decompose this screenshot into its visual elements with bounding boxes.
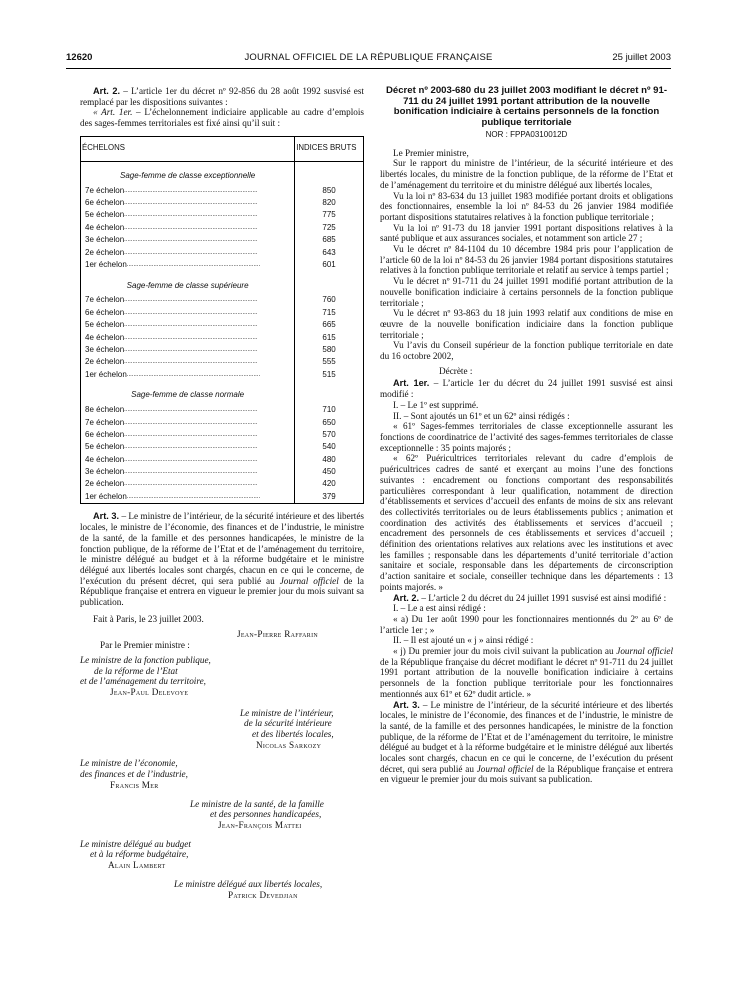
table-row [81,491,364,504]
leader-dots: ................................................................................ [124,249,258,256]
article2-item-j [380,646,673,700]
sig1-role3: et de l’aménagement du territoire, [80,676,206,687]
pm-by: Par le Premier ministre : [100,640,190,651]
indice-value: 450 [322,467,336,477]
echelon-label-text: 3e échelon [85,467,125,477]
echelon-label-text: 2e échelon [85,479,125,489]
sig1-role1: Le ministre de la fonction publique, [80,654,211,665]
echelon-label-text: 6e échelon [85,429,125,439]
echelon-label-text: 6e échelon [85,198,125,208]
leader-dots: ................................................................................ [124,200,258,207]
art3-end: de la République française et entrera en vigueur le premier jour du mois suivant sa publication. [80,575,364,608]
echelon-label-text: 7e échelon [85,417,125,427]
journal-title: JOURNAL OFFICIEL DE LA RÉPUBLIQUE FRANÇAISE [244,52,493,63]
visa-decret-93-863: Vu le décret nº 93-863 du 18 juin 1993 relatif aux conditions de mise en œuvre de la nouvelle bonification indiciaire dans la fonction publique territoriale ; [380,308,673,340]
article1-point-61: « 61º Sages-femmes territoriales de classe exceptionnelle assurant les fonctions de coordinatrice de l’activité des sages-femmes territoriales de classe exceptionnelle : 35 points majorés ; [380,421,673,453]
echelon-label-text: 2e échelon [85,247,125,257]
leader-dots: ................................................................................ [124,297,258,304]
article3-label: Art. 3. [393,699,420,710]
visa-decret-91-711: Vu le décret nº 91-711 du 24 juillet 1991 modifié portant attribution de la nouvelle bonification indiciaire à certains personnels de la fonction publique territoriale ; [380,276,673,308]
echelon-label-text: 3e échelon [85,235,125,245]
issue-date: 25 juillet 2003 [612,52,671,63]
table-group-title: Sage-femme de classe exceptionnelle [81,161,295,185]
echelon-label-text: 5e échelon [85,442,125,452]
table-row [81,259,364,271]
article2-paragraph [380,593,673,604]
done-at: Fait à Paris, le 23 juillet 2003. [93,613,204,624]
echelon-label [81,466,295,478]
leader-dots: ................................................................................ [124,481,258,488]
leader-dots: ................................................................................ [124,334,258,341]
sig5-name: Alain Lambert [108,860,166,871]
art1-label: « Art. 1er. – [93,107,141,118]
table-row [81,417,364,429]
sig6-name: Patrick Devedjian [228,889,298,900]
leader-dots: ................................................................................ [124,322,258,329]
sig1-role2: de la réforme de l’Etat [94,665,178,676]
table-row [81,222,364,234]
leader-dots: ................................................................................ [126,493,261,500]
article2-item-ii: II. – Il est ajouté un « j » ainsi rédigé : [393,635,534,646]
leader-dots: ................................................................................ [124,431,258,438]
leader-dots: ................................................................................ [124,469,258,476]
article3-end: de la République française et entrera en vigueur le premier jour du mois suivant sa publication. [380,763,674,785]
sig1-name: Jean-Paul Delevoye [110,686,189,697]
echelons-table-body [81,161,364,504]
article2-j-end: de la République française du décret modifiant le décret nº 91-711 du 24 juillet 1991 portant attribution de la nouvelle bonification indiciaire à certains personnels de la fonction publique territoriale pour les fonctionnaires mentionnés aux 61º et 62º dudit article. » [380,656,673,699]
indice-value: 685 [322,235,336,245]
table-row [81,466,364,478]
indice-value: 615 [322,332,336,342]
echelon-label-text: 8e échelon [85,405,125,415]
echelon-label [81,404,295,416]
art2-paragraph [80,86,364,107]
indice-value: 650 [322,417,336,427]
echelon-label [81,479,295,491]
table-row [81,404,364,416]
table-row [81,332,364,344]
echelon-label [81,491,295,504]
echelon-label [81,319,295,331]
echelon-label-text: 1er échelon [85,491,127,501]
echelon-label-text: 5e échelon [85,320,125,330]
table-row [81,429,364,441]
table-group-empty [295,272,364,295]
indice-value: 850 [322,185,336,195]
table-group-header [81,161,364,185]
article2-text: – L’article 2 du décret du 24 juillet 1991 susvisé est ainsi modifié : [419,592,667,603]
header-rule [66,68,671,69]
table-group-empty [295,381,364,404]
echelon-label [81,307,295,319]
echelon-label [81,429,295,441]
indice-value: 710 [322,405,336,415]
indice-value: 665 [322,320,336,330]
table-group-header [81,272,364,295]
echelon-label-text: 1er échelon [85,260,127,269]
sig4-name: Jean-François Mattei [218,819,302,830]
echelon-label [81,454,295,466]
table-row [81,210,364,222]
indice-value: 570 [322,429,336,439]
indice-value: 820 [322,198,336,208]
col-indices-header: INDICES BRUTS [295,136,364,161]
article1-label: Art. 1er. [393,378,430,389]
echelon-label-text: 4e échelon [85,332,125,342]
page-number: 12620 [66,52,93,63]
leader-dots: ................................................................................ [124,237,258,244]
table-row [81,454,364,466]
art2-label: Art. 2. [93,86,121,96]
article1-paragraph [380,378,673,399]
visa-rapport: Sur le rapport du ministre de l’intérieur, de la sécurité intérieure et des libertés locales, du ministre de la fonction publique, de la réforme de l’Etat et de l’aménagement du territoire et du ministre délégué aux libertés locales, [380,158,673,190]
article3-text: – Le ministre de l’intérieur, de la sécurité intérieure et des libertés locales, le ministre de l’économie, des finances et de l’industrie, le ministre de la santé, de la famille et des personnes handicapées, le ministre de la fonction publique, de la réforme de l’Etat et de l’aménagement du territoire, le ministre délégué au budget et à la réforme budgétaire et le ministre délégué aux libertés locales sont chargés, chacun en ce qui le concerne, de l’exécution du présent décret, qui sera publié au [380,699,673,774]
leader-dots: ................................................................................ [126,262,261,268]
article2-item-a: « a) Du 1er août 1990 pour les fonctionnaires mentionnés du 2º au 6º de l’article 1er ; » [380,613,673,635]
indice-value: 643 [322,247,336,257]
table-row [81,234,364,246]
col-echelons-header: ÉCHELONS [81,136,295,161]
sig3-role1: Le ministre de l’économie, [80,758,178,769]
table-group-empty [295,161,364,185]
echelon-label [81,210,295,222]
table-group-title: Sage-femme de classe supérieure [81,272,295,295]
table-row [81,197,364,209]
table-row [81,307,364,319]
table-row [81,344,364,356]
art1-text: L’échelonnement indiciaire applicable au cadre d’emplois des sages-femmes territoriales est fixé ainsi qu’il suit : [80,107,364,129]
sig2-role2: de la sécurité intérieure [244,718,332,729]
leader-dots: ................................................................................ [126,371,261,378]
pm-name: Jean-Pierre Raffarin [236,629,318,640]
article2-label: Art. 2. [393,592,420,603]
article2-j-journal: Journal officiel [616,646,673,657]
signatures [80,629,364,900]
art3-label: Art. 3. [93,511,120,522]
visa-decret-84-1104: Vu le décret nº 84-1104 du 10 décembre 1984 pris pour l’application de l’article 60 de la loi nº 84-53 du 26 janvier 1984 portant dispositions statutaires relatives à la fonction publique territoriale et relatif au service à temps partiel ; [380,244,673,276]
echelon-label [81,259,295,271]
premier-ministre: Le Premier ministre, [393,147,469,158]
echelon-label [81,417,295,429]
leader-dots: ................................................................................ [124,419,258,426]
art3-paragraph [80,511,364,607]
indice-value: 580 [322,344,336,354]
indice-value: 540 [322,442,336,452]
indice-value: 555 [322,357,336,367]
echelon-label [81,185,295,197]
table-group-title: Sage-femme de classe normale [81,381,295,404]
indice-value: 775 [322,210,336,220]
echelon-label-text: 1er échelon [85,369,127,379]
echelon-label [81,234,295,246]
decree-title: Décret nº 2003-680 du 23 juillet 2003 modifiant le décret nº 91-711 du 24 juillet 1991 portant attribution de la nouvelle bonification indiciaire à certains personnels de la fonction publique territoriale [385,85,668,128]
art3-text: – Le ministre de l’intérieur, de la sécurité intérieure et des libertés locales, le ministre de l’économie, des finances et de l’industrie, le ministre de la santé, de la famille et des personnes handicapées, le ministre de la fonction publique, de la réforme de l’Etat et de l’aménagement du territoire, le ministre délégué au budget et à la réforme budgétaire et le ministre délégué aux libertés locales sont chargés, chacun en ce qui le concerne, de l’exécution du présent décret, qui sera publié au [80,511,364,586]
echelon-label-text: 7e échelon [85,185,125,195]
sig2-name: Nicolas Sarkozy [256,739,322,750]
decrete: Décrète : [439,365,473,376]
article1-text: – L’article 1er du décret du 24 juillet 1991 susvisé est ainsi modifié : [380,378,673,400]
table-row [81,319,364,331]
indice-value: 715 [322,307,336,317]
table-row [81,441,364,453]
sig3-name: Francis Mer [110,779,159,790]
leader-dots: ................................................................................ [124,187,258,194]
article1-item-ii: II. – Sont ajoutés un 61º et un 62º ainsi rédigés : [393,410,570,421]
art2-text: – L’article 1er du décret nº 92-856 du 28 août 1992 susvisé est remplacé par les dispositions suivantes : [80,86,364,107]
echelon-label-text: 6e échelon [85,307,125,317]
article1-item-i: I. – Le 1º est supprimé. [393,399,479,410]
indice-value: 480 [322,454,336,464]
visa-avis-conseil: Vu l’avis du Conseil supérieur de la fonction publique territoriale en date du 16 octobre 2002, [380,340,673,362]
echelon-label [81,357,295,369]
sig4-role1: Le ministre de la santé, de la famille [190,798,324,809]
indice-value: 379 [322,491,336,501]
leader-dots: ................................................................................ [124,309,258,316]
article3-paragraph [380,700,673,786]
echelon-label [81,369,295,381]
sig3-role2: des finances et de l’industrie, [80,769,188,780]
echelon-label-text: 5e échelon [85,210,125,220]
sig2-role3: et des libertés locales, [252,729,334,740]
echelon-label [81,197,295,209]
echelon-label [81,344,295,356]
left-column [80,86,364,900]
nor-reference: NOR : FPPA0310012D [485,130,568,139]
table-row [81,357,364,369]
sig5-role1: Le ministre délégué au budget [80,838,191,849]
signature-economie [80,758,364,790]
indice-value: 601 [322,260,336,269]
visa-loi-83-634: Vu la loi nº 83-634 du 13 juillet 1983 modifiée portant droits et obligations des fonctionnaires, ensemble la loi nº 84-53 du 26 janvier 1984 modifiée portant dispositions statutaires relatives à la fonction publique territoriale ; [380,190,673,222]
sig6-role1: Le ministre délégué aux libertés locales, [174,878,323,889]
echelon-label-text: 4e échelon [85,454,125,464]
echelons-table [80,136,364,505]
art1-paragraph [80,107,364,128]
leader-dots: ................................................................................ [124,346,258,353]
art3-journal: Journal officiel [279,575,339,586]
leader-dots: ................................................................................ [124,407,258,414]
indice-value: 515 [322,369,336,379]
signature-sante [80,799,364,831]
echelon-label [81,247,295,259]
echelon-label-text: 2e échelon [85,357,125,367]
table-row [81,479,364,491]
leader-dots: ................................................................................ [124,212,258,219]
table-row [81,369,364,381]
article2-item-i: I. – Le a est ainsi rédigé : [393,603,486,614]
signature-libertes-locales [80,879,364,900]
echelon-label [81,332,295,344]
article3-journal: Journal officiel [476,763,534,774]
indice-value: 760 [322,295,336,305]
table-group-header [81,381,364,404]
sig4-role2: et des personnes handicapées, [210,809,322,820]
echelon-label [81,222,295,234]
echelon-label-text: 4e échelon [85,222,125,232]
sig2-role1: Le ministre de l’intérieur, [240,707,334,718]
page-header [66,52,671,66]
signature-fonction-publique [80,655,364,698]
table-row [81,185,364,197]
leader-dots: ................................................................................ [124,456,258,463]
echelon-label-text: 3e échelon [85,344,125,354]
leader-dots: ................................................................................ [124,359,258,366]
echelon-label [81,295,295,307]
echelon-label-text: 7e échelon [85,295,125,305]
table-row [81,247,364,259]
signature-interieur [80,708,364,751]
article2-j-start: « j) Du premier jour du mois civil suivant la publication au [393,646,617,657]
visa-loi-91-73: Vu la loi nº 91-73 du 18 janvier 1991 portant dispositions relatives à la santé publique et aux assurances sociales, et notamment son article 27 ; [380,222,673,244]
leader-dots: ................................................................................ [124,224,258,231]
right-column [380,86,673,785]
indice-value: 420 [322,479,336,489]
indice-value: 725 [322,222,336,232]
leader-dots: ................................................................................ [124,444,258,451]
signature-budget [80,839,364,871]
article1-point-62: « 62º Puéricultrices territoriales relevant du cadre d’emplois de puéricultrices cadres de santé et exerçant au moins l’une des fonctions suivantes : encadrement ou fonctions comportant des responsabilités particulières correspondant à leur qualification, notamment de direction d’établissements et services d’accueil des enfants de moins de six ans relevant des collectivités territoriales ou de leurs établissements publics ; animation et coordination des activités des établissements et services d’accueil ; encadrement des personnels de ces établissements et services d’accueil ; définition des orientations relatives aux relations avec les institutions et avec les familles ; responsable dans les départements d’unité territoriale d’action sanitaire et sociale, responsable dans les départements de circonscription d’action sanitaire et sociale, conseiller technique dans les départements : 13 points majorés. » [380,453,673,592]
table-row [81,295,364,307]
sig5-role2: et à la réforme budgétaire, [90,849,189,860]
echelon-label [81,441,295,453]
